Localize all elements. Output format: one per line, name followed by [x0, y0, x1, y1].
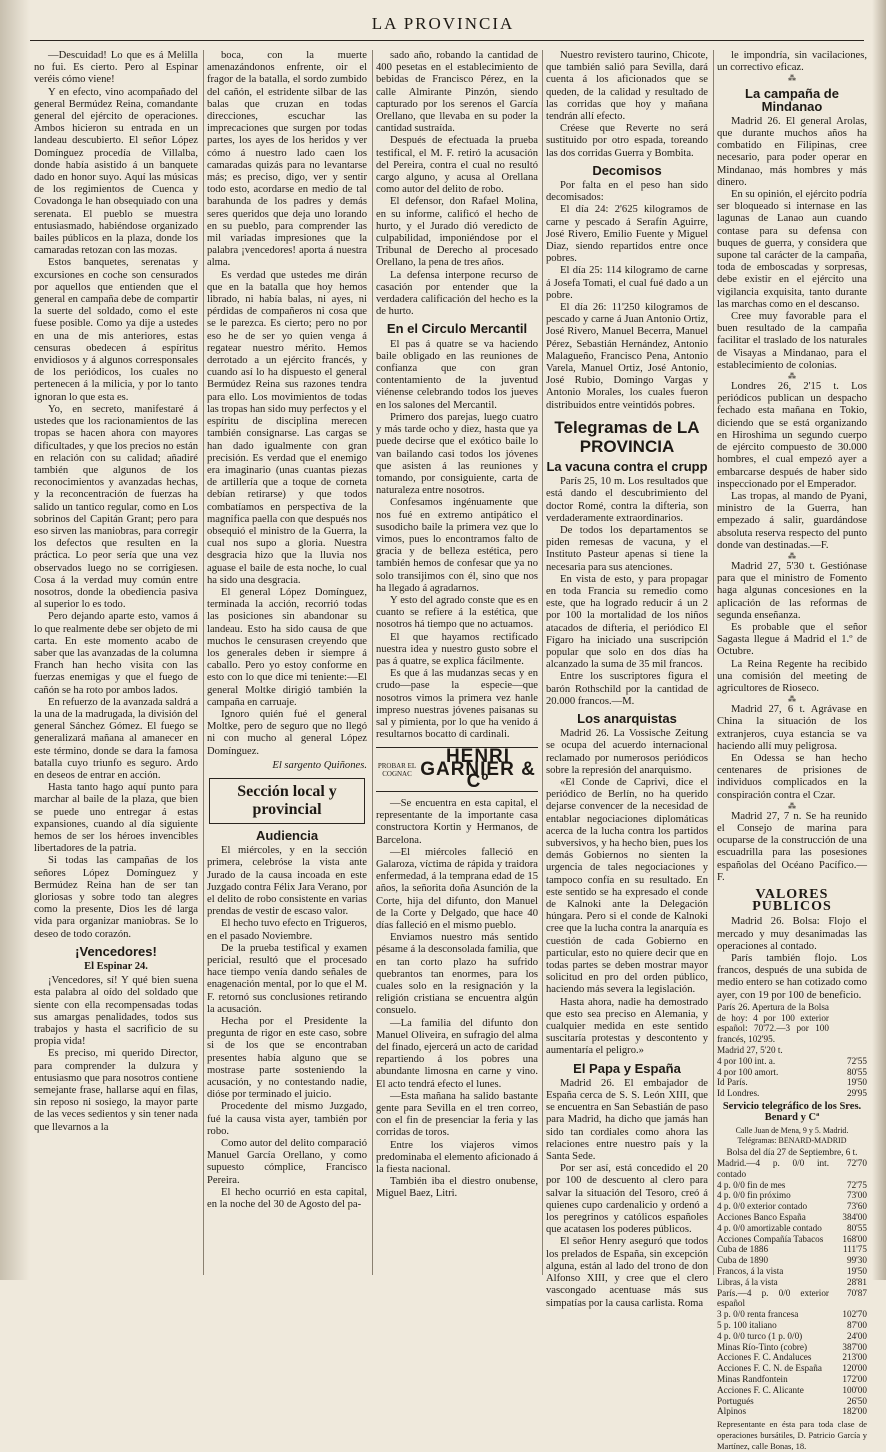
article-paragraph: Nuestro revistero taurino, Chicote, que también salió para Sevilla, dará cuenta á los aficionados que se queden, de la calidad y resultado de las corridas que hoy y mañana tendrán allí efecto.	[546, 50, 708, 123]
quote-value	[829, 1045, 867, 1056]
market-date: Bolsa del día 27 de Septiembre, 6 t.	[726, 1147, 858, 1158]
quote-row	[717, 1320, 867, 1331]
quote-label: Libras, á la vista	[717, 1276, 778, 1287]
article-paragraph: Madrid 26. El embajador de España cerca de S. S. León XIII, que se encuentra en San Sebastián de paso para Madrid, ha dicho que jamás han sido tan cordiales como ahora las relaciones entre nuestro país y la Santa Sede.	[546, 1077, 708, 1163]
quote-value	[829, 1002, 867, 1045]
subsection-heading: En el Circulo Mercantil	[386, 321, 528, 337]
dateline: El Espinar 24.	[84, 961, 148, 973]
quote-label: 4 p. 0/0 amortizable contado	[717, 1222, 822, 1233]
article-paragraph: Es preciso, mi querido Director, para comprender la dulzura y entusiasmo que para nosotros contiene semejante frase, hallarse aquí en filas, sin reposo ni sosiego, la mayor parte de las veces sedientos y sin tener nada que llevarnos a la	[34, 1048, 198, 1133]
article-paragraph: En refuerzo de la avanzada saldrá a la una de la madrugada, la división del general Sánchez Gómez. El fuego se generalizará mañana al amanecer en este término, donde se dara la famosa batalla cuyo triunfo es seguro. Ardo en deseos de entrar en acción.	[34, 696, 198, 781]
quote-row	[717, 1342, 867, 1353]
quote-label: Cuba de 1890	[717, 1255, 769, 1266]
quote-value: 80'55	[846, 1222, 867, 1233]
article-paragraph: ¡Vencedores, sí! Y qué bien suena esta palabra al oído del soldado que siente con ella recompensadas todas sus amargas penalidades, todos sus trabajos y hasta el sacrificio de su propia vida!	[34, 975, 198, 1048]
separator-stars: ⁂	[788, 801, 796, 811]
quote-row	[717, 1374, 867, 1385]
subsection-heading: La vacuna contra el crupp	[546, 458, 708, 474]
quote-label: Acciones F. C. Andaluces	[717, 1352, 812, 1363]
article-paragraph: Como autor del delito comparació Manuel García Orellano, y como supuesto cómplice, Francisco Pereira.	[207, 1138, 367, 1186]
quote-value: 24'00	[846, 1330, 867, 1341]
article-paragraph: El general López Domínguez, terminada la acción, recorrió todas las posiciones sin abandonar su landeau. Esto ha sido causa de que muchos le censurasen creyendo que los generales deben ir siempre á caballo. Pero yo estoy conforme en esto con lo que dice mi teniente:—El general Moltke dirigió también la campaña en carruaje.	[207, 586, 367, 708]
quote-value: 72'75	[846, 1179, 867, 1190]
market-service-address: Calle Juan de Mena, 9 y 5. Madrid. Telégramas: BENARD-MADRID	[735, 1125, 849, 1146]
quote-value: 70'87	[846, 1287, 867, 1298]
quote-row	[717, 1002, 867, 1045]
article-paragraph: Confesamos ingénuamente que nos fué en extremo antipático el susodicho baile la primera vez que lo vimos, pues lo encontramos falto de gracia y de belleza estética, pero también hemos de confesar que ya no solo transijimos con él, sino que nos ha llegado á agradarnos.	[376, 497, 538, 594]
article-paragraph: le impondría, sin vacilaciones, un correctivo eficaz.	[717, 50, 867, 74]
article-paragraph: El día 25: 114 kilogramo de carne á Josefa Tomati, el cual fué dado a un pobre.	[546, 265, 708, 301]
separator-stars: ⁂	[788, 551, 796, 561]
article-paragraph: En Odessa se han hecho centenares de prisiones de individuos complicados en la conspiración contra el Czar.	[717, 752, 867, 801]
quote-row	[717, 1067, 867, 1078]
quote-value: 28'81	[846, 1276, 867, 1287]
quote-value: 120'00	[842, 1363, 867, 1374]
quote-row	[717, 1077, 867, 1088]
article-paragraph: Hasta ahora, nadie ha demostrado que esto sea preciso en Alemania, y cualquier medida en este sentido suscitaría protestas y descontento y aumentaría el peligro.»	[546, 996, 708, 1057]
quote-value: 29'95	[846, 1088, 867, 1099]
article-paragraph: Es probable que el señor Sagasta llegue á Madrid el 1.º de Octubre.	[717, 621, 867, 658]
article-paragraph: Entre los viajeros vimos predominaba el elemento aficionado á la fiesta nacional.	[376, 1139, 538, 1176]
article-paragraph: Madrid 27, 5'30 t. Gestiónase para que el ministro de Fomento haga algunas concesiones en la aplicación de las reformas de segunda enseñanza.	[717, 560, 867, 621]
subsection-heading: El Papa y España	[573, 1060, 681, 1076]
article-paragraph: Hasta tanto hago aquí punto para marchar al baile de la plaza, que bien se puede uno entregar á estas expansiones, cuando al día siguiente hemos de ser los héroes invencibles libertadores de la patria.	[34, 782, 198, 855]
quote-label: Acciones F. C. N. de España	[717, 1363, 822, 1374]
quote-row	[717, 1190, 867, 1201]
separator-stars: ⁂	[788, 695, 796, 705]
column-separator	[203, 50, 204, 1275]
quote-label: 3 p. 0/0 renta francesa	[717, 1309, 799, 1320]
article-paragraph: El pas á quatre se va haciendo baile obligado en las reuniones de confianza que con gran contentamiento de la juventud viénense celebrando todos los jueves en los salones del Mercantil.	[376, 338, 538, 411]
quote-label: 4 p. 0/0 turco (1 p. 0/0)	[717, 1330, 803, 1341]
quote-label: Madrid 27, 5'20 t.	[717, 1045, 783, 1056]
quote-label: Minas Randfontein	[717, 1373, 788, 1384]
quote-value: 72'55	[846, 1055, 867, 1066]
article-paragraph: París 25, 10 m. Los resultados que está dando el descubrimiento del doctor Romé, contra la difteria, son verdaderamente extraordinarios.	[546, 476, 708, 524]
article-paragraph: Ignoro quién fué el general Moltke, pero de seguro que no llegó ni con mucho al general López Domínguez.	[207, 708, 367, 757]
article-paragraph: El que hayamos rectificado nuestra idea y nuestro gusto sobre el pas á quatre, se explica fácilmente.	[376, 631, 538, 667]
article-paragraph: Es que á las mudanzas secas y en crudo—pase la especie—que nosotros vimos la primera vez hanle impreso nuestras jóvenes paisanas su sal y pimienta, por lo que ha venido á resultarnos bocatto di cardinali.	[376, 668, 538, 741]
column-separator	[372, 50, 373, 1275]
article-paragraph: Por falta en el peso han sido decomisados:	[546, 180, 708, 204]
article-paragraph: En vista de esto, y para propagar en toda Francia su remedio como este, que ha logrado reducir á un 2 por 100 la mortalidad de los niños atacados de difteria, el periódico El Fígaro ha iniciado una suscripción popular que solo en dos días ha alcanzado la suma de 35 mil francos.	[546, 573, 708, 671]
quote-value: 73'00	[846, 1190, 867, 1201]
quote-label: Id Londres.	[717, 1088, 760, 1099]
article-paragraph: —Se encuentra en esta capital, el representante de la importante casa constructora Kortin y Hermanos, de Barcelona.	[376, 797, 538, 846]
quote-label: Acciones F. C. Alicante	[717, 1384, 804, 1395]
advertisement	[376, 747, 538, 792]
quote-value: 87'00	[846, 1319, 867, 1330]
quote-row	[717, 1406, 867, 1417]
market-footer: Representante en ésta para toda clase de operaciones bursátiles, D. Patricio García y Martínez, calle Bonas, 18.	[717, 1419, 867, 1451]
article-paragraph: Después de efectuada la prueba testifical, el M. F. retiró la acusación del Pereira, contra el cual no resultó cargo alguno, y acusa al Orellana como autor del delito de robo.	[376, 135, 538, 196]
telegrams-banner: Telegramas de LA PROVINCIA	[554, 417, 700, 456]
article-paragraph: —El miércoles falleció en Galaroza, víctima de rápida y traidora enfermedad, á la temprana edad de 15 años, la señorita doña Asunción de la Corte, hija del difunto, don Manuel de la Corte y Delgado, que hace 40 días falleció en el mismo pueblo.	[376, 846, 538, 932]
article-paragraph: El día 26: 11'250 kilogramos de pescado y carne á Juan Antonio Ortiz, José Rivero, Manuel Becerra, Manuel Pérez, Sebastián Hernández, Antonio Malagueño, Francisco Pena, Antonio Varela, Manuel Ortiz, José Antonio, José Rubio, Domingo Vargas y Antonio Morales, los cuales fueron distribuidos entre veintidós pobres.	[546, 302, 708, 411]
quote-row	[717, 1158, 867, 1180]
quote-row	[717, 1088, 867, 1099]
subsection-heading: Audiencia	[255, 827, 319, 843]
quote-value: 19'50	[846, 1077, 867, 1088]
quote-value: 102'70	[842, 1309, 867, 1320]
quote-value: 384'00	[842, 1211, 867, 1222]
article-paragraph: Procedente del mismo Juzgado, fué la causa vista ayer, también por robo.	[207, 1101, 367, 1137]
quote-value: 26'50	[846, 1395, 867, 1406]
article-paragraph: El hecho ocurrió en esta capital, en la noche del 30 de Agosto del pa-	[207, 1186, 367, 1211]
quote-label: Francos, á la vista	[717, 1265, 784, 1276]
quote-value: 172'00	[842, 1373, 867, 1384]
article-paragraph: También iba el diestro onubense, Miguel Baez, Litri.	[376, 1176, 538, 1200]
quote-label: Madrid.—4 p. 0/0 int. contado	[717, 1157, 829, 1179]
quote-label: 4 por 100 int. a.	[717, 1055, 776, 1066]
article-paragraph: Créese que Reverte no será sustituido por otro espada, toreando las dos corridas Guerra y Bombita.	[546, 123, 708, 159]
section-heading: VALORES PUBLICOS	[752, 887, 832, 915]
quote-label: París 26. Apertura de la Bolsa de hoy: 4 por 100 exterior español: 70'72.—3 por 100 francés, 102'95.	[717, 1001, 829, 1045]
quote-label: Alpinos	[717, 1406, 747, 1417]
article-paragraph: Londres 26, 2'15 t. Los periódicos publican un despacho fechado esta mañana en Tokio, diciendo que se está organizando en Hiroshima un segundo cuerpo de ejército compuesto de 30.000 hombres, el cual empezó ayer a embarcarse después de haber sido inspeccionado por el Emperador.	[717, 381, 867, 490]
article-paragraph: La Reina Regente ha recibido una comisión del meeting de agricultores de Rioseco.	[717, 658, 867, 694]
column-separator	[713, 50, 714, 1275]
article-paragraph: Madrid 27, 6 t. Agrávase en China la situación de los extranjeros, cuya estancia se va haciendo allí muy peligrosa.	[717, 704, 867, 752]
quote-label: 5 p. 100 italiano	[717, 1319, 777, 1330]
article-paragraph: El día 24: 2'625 kilogramos de carne y pescado á Serafín Aguirre, José Rivero, Emilio Fuente y Miguel Diaz, siendo repartidos entre once pobres.	[546, 204, 708, 265]
quote-value: 213'00	[842, 1352, 867, 1363]
column-1	[34, 50, 198, 1275]
quote-value: 387'00	[842, 1341, 867, 1352]
article-paragraph: El señor Henry aseguró que todos los prelados de España, sin excepción alguna, están al lado del trono de don Alfonso XIII, y cree que el clero vascongado acentuase más sus simpatías por la causa carlista. Roma	[546, 1236, 708, 1309]
article-paragraph: Las tropas, al mando de Pyani, ministro de la Guerra, han empezado á salir, guardándose absoluta reserva respecto del punto donde van destinadas.—F.	[717, 490, 867, 551]
article-paragraph: Primero dos parejas, luego cuatro y más tarde ocho y diez, hasta que ya puede decirse que el exótico baile lo van bailando casi todos los jóvenes que asisten á las reuniones y tomando, por consiguiente, carta de naturaleza entre nosotros.	[376, 411, 538, 497]
article-paragraph: Cree muy favorable para el buen resultado de la campaña facilitar el traslado de los naturales de Visayas a Mindanao, para el establecimiento de colonias.	[717, 311, 867, 371]
quote-label: Portugués	[717, 1395, 754, 1406]
article-paragraph: Enviamos nuestro más sentido pésame á la desconsolada familia, que en tan corto plazo ha sufrido quebrantos tan enormes, para los cuales solo en la resignación y la religión cristiana se encuentra algún consuelo.	[376, 932, 538, 1017]
article-paragraph: Hecha por el Presidente la pregunta de rigor en este caso, sobre si de los que se encontraban presentes había alguno que se mostrase parte sosteniendo la acusación, y no contestando nadie, dióse por terminado el juicio.	[207, 1016, 367, 1101]
quote-row	[717, 1201, 867, 1212]
article-paragraph: Madrid 27, 7 n. Se ha reunido el Consejo de marina para ocuparse de la construcción de una escuadrilla para las posesiones españolas del Océano Pacífico.—F.	[717, 810, 867, 883]
quote-label: Cuba de 1886	[717, 1244, 769, 1255]
section-title-box: Sección local y provincial	[209, 778, 365, 824]
quote-row	[717, 1363, 867, 1374]
column-2	[207, 50, 367, 1275]
article-paragraph: De la prueba testifical y examen pericial, resultó que el procesado hace tiempo venía dando señales de enagenación mental, por lo que el M. F. retornó sus conclusiones retirando la acusación.	[207, 942, 367, 1015]
quote-value: 100'00	[842, 1384, 867, 1395]
quote-label: París.—4 p. 0/0 exterior español	[717, 1287, 829, 1309]
article-paragraph: Yo, en secreto, manifestaré á ustedes que los racionamientos de las tropas se hacen ahora con mayores dificultades, y que los precios no están en relación con su calidad; añadiré también que algunos de los reconocimientos y avanzadas hechas, y la reconcentración de fuerzas ha salido un tantico regular, como en Los sobrinos del Capitán Grant; pero para eso sirven las maniobras, para corregir los defectos que resulten en la práctica. Lo peor sería que una vez observados luego no se corrigiesen. Cosa á la verdad muy común entre nosotros, donde la obediencia pasiva al superior lo es todo.	[34, 403, 198, 611]
signature: El sargento Quiñones.	[272, 759, 367, 771]
quote-label: 4 por 100 amort.	[717, 1066, 779, 1077]
article-paragraph: Si todas las campañas de los señores López Domínguez y Bermúdez Reina han de ser tan gloriosas y sobre todo tan alegres como la presente, Dios les dé larga vida para organizar maniobras. Se lo deseo de todo corazón.	[34, 855, 198, 940]
article-paragraph: Y en efecto, vino acompañado del general Bermúdez Reina, comandante general del ejército de operaciones. Ambos hicieron su entrada en un landeau descubierto. El señor López Domínguez procedía de Villalba, donde había asistido á un banquete dado en honor suyo. Aquí las músicas de los regimientos de Cuenca y Covadonga le han obsequiado con una serenata. El pueblo se muestra entusiasmado, habiéndose organizado bailes públicos en la plaza, donde los camaradas retozan con las mozas.	[34, 86, 198, 257]
article-paragraph: Madrid 26. El general Arolas, que durante muchos años ha combatido en Filipinas, cree necesario, para poder operar en Mindanao, más hombres y más dinero.	[717, 115, 867, 188]
article-paragraph: Es verdad que ustedes me dirán que en la batalla que hoy hemos librado, ni había balas, ni ayes, ni pérdidas de compañeros ni cosa que se le parezca. Es cierto; pero no por eso he de ser yo quien venga á regatear nuestro mérito. Hemos derrotado a un ejército francés, y cuando así lo ha dispuesto el general Bermúdez Reina sus razones tendra para ello. Los movimientos de todas las tropas han sido muy perfectos y el espíritu de disciplina merecen también consignarse. Las cargas se han dado igualmente con gran precisión. Es verdad que el enemigo era imaginario (unas cuantas piezas de artillería que a toque de corneta debían retirarse) y que todos combatíamos en perspectiva de la magnífica paella con que después nos obsequió el ministro de la Guerra, la cual nos supo a gloria. Nuestra desgracia hizo que la lluvia nos aguase el baile de esta noche, lo cual ha sido una desgracia.	[207, 269, 367, 586]
quote-value: 80'55	[846, 1066, 867, 1077]
quote-row	[717, 1244, 867, 1255]
article-paragraph: Estos banquetes, serenatas y excursiones en coche son censurados por aquellos que entienden que el general en campaña debe de compartir la suerte del soldado, como el este fuese posible. Como ya dije a ustedes en una de mis anteriores, estas censuras obedecen á espíritus envidiosos y á algunos corresponsales de los periódicos, los cuales no pertenecen á la milicia, y por lo tanto ignoran lo que esta es.	[34, 257, 198, 403]
quote-row	[717, 1288, 867, 1310]
column-4	[546, 50, 708, 1309]
article-paragraph: El miércoles, y en la sección primera, celebróse la vista ante Jurado de la causa incoada en este Juzgado contra Félix Jara Verano, por el delito de robo consistente en varias prendas de vestir de escaso valor.	[207, 845, 367, 918]
article-paragraph: «El Conde de Caprivi, dice el periódico de Berlín, no ha querido dejarse convencer de la necesidad de entablar negociaciones diplomáticas acerca de la lucha contra los partidos subversivos, y ha hecho bien, pues los demás Gobiernos no sienten la urgencia de tales negociaciones y tampoco confía en su resultado. En este sentido se ha expresado el conde de Kalnoki ante la Delegación húngara. Pero si el conde de Kalnoki cree que la lucha contra la anarquía es cuestión de cada Gobierno en particular, esto no quiere decir que en todas partes se deben mostrar mayor solicitud en pro del orden público, haciendo más severa la legislación.	[546, 776, 708, 996]
quote-label: 4 p. 0/0 exterior contado	[717, 1201, 808, 1212]
ad-brand: HENRI GARNIER & Cº	[420, 746, 536, 792]
column-3	[376, 50, 538, 1275]
article-paragraph: —Esta mañana ha salido bastante gente para Sevilla en el tren correo, con el fin de presenciar la feria y las corridas de toros.	[376, 1090, 538, 1139]
article-paragraph: En su opinión, el ejército podría ser bloqueado si internase en las lagunas de Lanao aun cuando contase para su defensa con buques de guerra, y considera que supone tal carácter de la campaña, toda de emboscadas y sorpresas, debe existir en el ejército una vigilancia exquisita, tanto durante las marchas como en el descanso.	[717, 189, 867, 310]
newspaper-title: LA PROVINCIA	[371, 14, 515, 33]
column-separator	[542, 50, 543, 1275]
ad-small-text: PROBAR EL COGNAC	[377, 761, 417, 778]
market-service-heading: Servicio telegráfico de los Sres. Benard y Cª	[722, 1101, 862, 1123]
quote-label: Acciones Banco España	[717, 1211, 806, 1222]
subsection-heading: Decomisos	[592, 162, 662, 178]
article-paragraph: Y esto del agrado conste que es en cuanto se refiere á la estética, que nosotros há tiempo que no actuamos.	[376, 594, 538, 631]
article-paragraph: sado año, robando la cantidad de 400 pesetas en el establecimiento de bebidas de Francisco Pérez, en la calle Almirante Pinzón, siendo capturado por los serenos el García Orellano, que llevaba en su poder la cantidad sustraída.	[376, 50, 538, 135]
article-paragraph: El hecho tuvo efecto en Trigueros, en el pasado Noviembre.	[207, 918, 367, 942]
masthead	[0, 0, 886, 44]
quote-value: 111'75	[843, 1244, 867, 1255]
quote-label: 4 p. 0/0 fin próximo	[717, 1190, 791, 1201]
quote-row	[717, 1234, 867, 1245]
quote-value: 19'50	[846, 1265, 867, 1276]
article-paragraph: —Descuidad! Lo que es á Melilla no fui. Es cierto. Pero al Espinar veréis cómo viene!	[34, 50, 198, 86]
quote-row	[717, 1223, 867, 1234]
quote-row	[717, 1331, 867, 1342]
column-5	[717, 50, 867, 1451]
quote-label: Id París.	[717, 1077, 748, 1088]
quote-value: 73'60	[846, 1201, 867, 1212]
subsection-heading: Los anarquistas	[577, 710, 677, 726]
quote-label: 4 p. 0/0 fin de mes	[717, 1179, 786, 1190]
quote-value: 72'70	[846, 1157, 867, 1168]
article-paragraph: De todos los departamentos se piden remesas de vacuna, y el Instituto Pasteur apenas si tiene la necesaria para sus atenciones.	[546, 524, 708, 573]
quote-label: Minas Río-Tinto (cobre)	[717, 1341, 807, 1352]
page-edge-shadow	[872, 0, 886, 1280]
article-paragraph: Pero dejando aparte esto, vamos á lo que realmente debe ser objeto de mi carta. En este momento acabo de saber que las avanzadas de la columna Franch han hecho visita con las fuerzas enemigas y que el fuego de cañón se ha roto por ambos lados.	[34, 611, 198, 696]
quote-row	[717, 1266, 867, 1277]
page-fold-shadow	[0, 0, 30, 1280]
quote-row	[717, 1180, 867, 1191]
quote-row	[717, 1255, 867, 1266]
article-paragraph: El defensor, don Rafael Molina, en su informe, calificó el hecho de hurto, y el Jurado dió veredicto de culpabilidad, imponiéndose por el Tribunal de Derecho al procesado Orellano, la pena de tres años.	[376, 196, 538, 269]
quote-row	[717, 1045, 867, 1056]
quote-value: 99'30	[846, 1255, 867, 1266]
article-paragraph: boca, con la muerte amenazándonos enfrente, oir el fragor de la batalla, el sordo zumbido del cañón, el estridente silbar de las balas que cruzan en todas direcciones, escuchar las imprecaciones que surgen por todas partes, los ayes de los heridos y ver cómo á nuestro lado caen los camaradas quizás para no levantarse más; es preciso, digo, ver y sentir todo esto, acordarse en medio de tal barahunda de los padres y demás seres queridos que deja uno lorando en su pueblo, para comprender las mil variadas impresiones que la palabra ¡vencedores! aporta á nuestra alma.	[207, 50, 367, 269]
separator-stars: ⁂	[788, 372, 796, 382]
article-paragraph: Entre los suscriptores figura el barón Rothschild por la cantidad de 20.000 francos.—M.	[546, 671, 708, 707]
article-paragraph: Madrid 26. Bolsa: Flojo el mercado y muy desanimadas las operaciones al contado.	[717, 916, 867, 952]
article-paragraph: —La familia del difunto don Manuel Oliveira, en sufragio del alma del finado, ejercerá un acto de caridad repartiendo á los pobres una abundante limosna en carne y vino. El acto tendrá efecto el lunes.	[376, 1017, 538, 1090]
quote-row	[717, 1277, 867, 1288]
masthead-rule	[30, 40, 864, 41]
quote-value: 168'00	[842, 1233, 867, 1244]
quote-value: 182'00	[842, 1406, 867, 1417]
quote-row	[717, 1212, 867, 1223]
article-paragraph: La defensa interpone recurso de casación por entender que la verdadera calificación del hecho es la de hurto.	[376, 269, 538, 318]
separator-stars: ⁂	[788, 74, 796, 84]
market-quotes	[717, 1002, 867, 1452]
quote-row	[717, 1056, 867, 1067]
section-heading: ¡Vencedores!	[75, 943, 157, 959]
article-paragraph: Madrid 26. La Vossische Zeitung se ocupa del acuerdo internacional reclamado por numerosos periódicos sobre la represión del anarquismo.	[546, 728, 708, 776]
article-paragraph: París también flojo. Los francos, después de una subida de medio entero se han cotizado como ayer, con 19 por 100 de beneficio.	[717, 953, 867, 1001]
quote-label: Acciones Compañía Tabacos	[717, 1233, 824, 1244]
quote-row	[717, 1396, 867, 1407]
article-paragraph: Por ser así, está concedido el 20 por 100 de descuento al clero para salvar la situación del Tesoro, creó á quienes cupo cardenalicio y ordenó a los peregrinos y católicos españoles que acatasen los poderes públicos.	[546, 1163, 708, 1236]
quote-row	[717, 1385, 867, 1396]
quote-row	[717, 1309, 867, 1320]
subsection-heading: La campaña de Mindanao	[745, 86, 839, 114]
quote-row	[717, 1352, 867, 1363]
